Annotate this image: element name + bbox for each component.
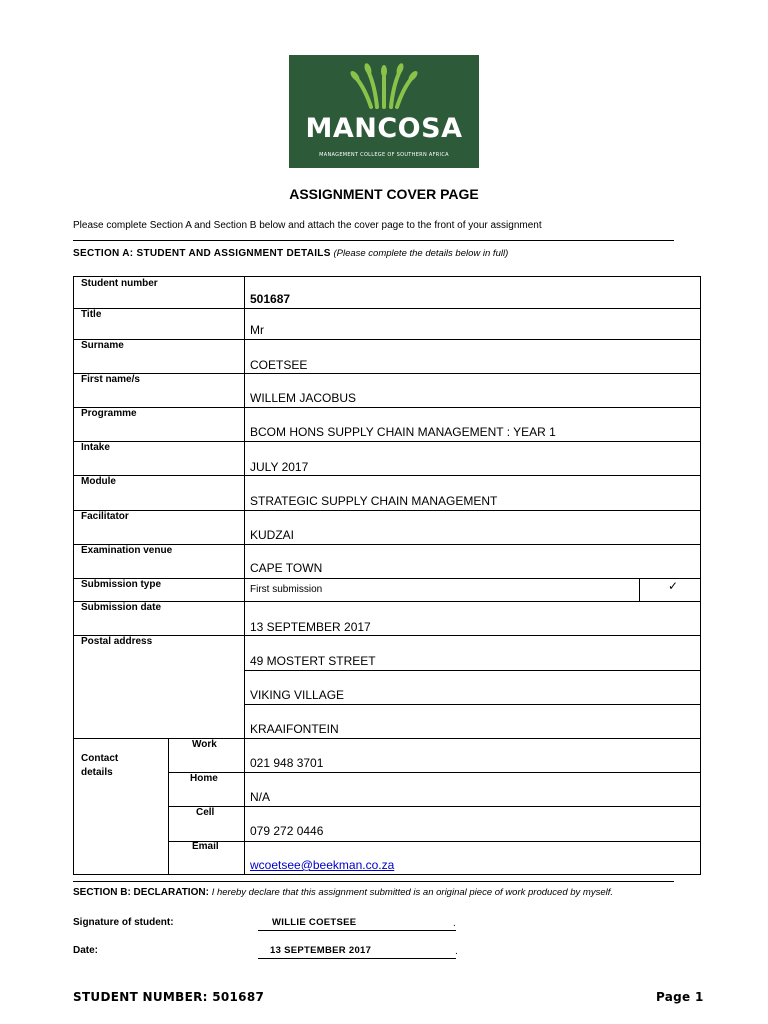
signature-field[interactable]: WILLIE COETSEE — [272, 917, 357, 928]
surname-label: Surname — [81, 340, 124, 351]
date-field[interactable]: 13 SEPTEMBER 2017 — [270, 945, 372, 956]
first-names-label: First name/s — [81, 374, 140, 385]
section-a-title: SECTION A: STUDENT AND ASSIGNMENT DETAILS — [73, 248, 331, 259]
facilitator-field[interactable]: KUDZAI — [250, 528, 295, 542]
submission-date-label: Submission date — [81, 602, 162, 613]
home-phone-field[interactable]: N/A — [250, 790, 271, 804]
first-names-field[interactable]: WILLEM JACOBUS — [250, 391, 357, 405]
title-field[interactable]: Mr — [250, 323, 264, 337]
logo-tagline: MANAGEMENT COLLEGE OF SOUTHERN AFRICA — [319, 152, 449, 158]
footer-page-number: Page 1 — [656, 990, 704, 1004]
section-b-title: SECTION B: DECLARATION: — [73, 887, 209, 898]
facilitator-label: Facilitator — [81, 511, 129, 522]
section-b-declaration — [73, 887, 613, 898]
divider — [73, 240, 674, 241]
mancosa-logo — [289, 55, 479, 168]
footer-student-number: STUDENT NUMBER: 501687 — [73, 990, 265, 1004]
submission-type-label: Submission type — [81, 579, 162, 590]
divider — [73, 881, 674, 882]
contact-label-line-1: Contact — [81, 753, 119, 764]
exam-venue-field[interactable]: CAPE TOWN — [250, 561, 323, 575]
exam-venue-label: Examination venue — [81, 545, 173, 556]
programme-label: Programme — [81, 408, 137, 419]
work-phone-field[interactable]: 021 948 3701 — [250, 756, 324, 770]
declaration-text: I hereby declare that this assignment submitted is an original piece of work produced by myself. — [211, 887, 614, 898]
submission-date-field[interactable]: 13 SEPTEMBER 2017 — [250, 620, 371, 634]
intake-label: Intake — [81, 442, 110, 453]
postal-address-line-2[interactable]: VIKING VILLAGE — [250, 688, 345, 702]
signature-line — [258, 930, 456, 931]
postal-address-line-3[interactable]: KRAAIFONTEIN — [250, 722, 339, 736]
postal-address-label: Postal address — [81, 636, 153, 647]
student-number-field[interactable]: 501687 — [250, 292, 291, 306]
surname-field[interactable]: COETSEE — [250, 358, 308, 372]
page-title: ASSIGNMENT COVER PAGE — [289, 186, 479, 202]
postal-address-line-1[interactable]: 49 MOSTERT STREET — [250, 654, 376, 668]
instruction-text: Please complete Section A and Section B below and attach the cover page to the front of your assignment — [73, 220, 542, 231]
date-line — [258, 958, 456, 959]
signature-label: Signature of student: — [73, 917, 174, 928]
module-label: Module — [81, 476, 116, 487]
title-label: Title — [81, 309, 102, 320]
date-line-end: . — [455, 946, 458, 957]
work-label: Work — [192, 739, 217, 750]
programme-field[interactable]: BCOM HONS SUPPLY CHAIN MANAGEMENT : YEAR 1 — [250, 425, 556, 439]
email-label: Email — [192, 841, 219, 852]
cell-phone-field[interactable]: 079 272 0446 — [250, 824, 324, 838]
student-number-label: Student number — [81, 278, 158, 289]
home-label: Home — [190, 773, 218, 784]
intake-field[interactable]: JULY 2017 — [250, 460, 309, 474]
submission-type-field[interactable]: First submission — [250, 584, 323, 595]
logo-wordmark: MANCOSA — [305, 113, 463, 144]
leaf-emblem-icon — [289, 55, 479, 115]
section-a-heading — [73, 248, 508, 259]
date-label: Date: — [73, 945, 99, 956]
module-field[interactable]: STRATEGIC SUPPLY CHAIN MANAGEMENT — [250, 494, 498, 508]
signature-line-end: . — [453, 918, 456, 929]
contact-label-line-2: details — [81, 767, 113, 778]
section-a-note: (Please complete the details below in full) — [333, 248, 509, 259]
checkmark-icon[interactable]: ✓ — [668, 579, 679, 593]
student-details-form — [73, 276, 701, 875]
email-link[interactable]: wcoetsee@beekman.co.za — [250, 858, 395, 872]
cell-label: Cell — [196, 807, 215, 818]
